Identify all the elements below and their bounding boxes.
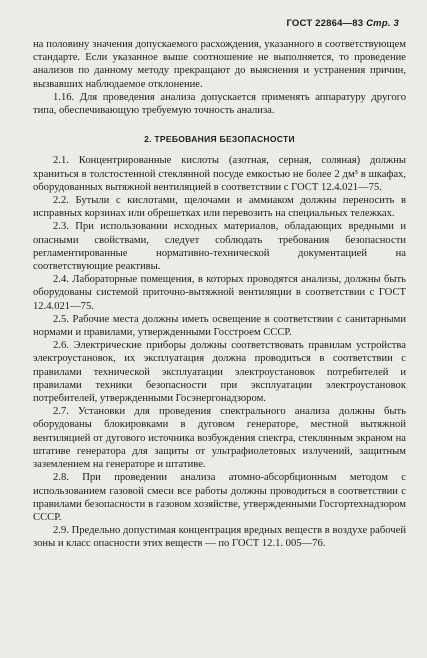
paragraph-2-6: 2.6. Электрические приборы должны соответствовать правилам устройства электроустановок, их эксплуатация должна проводиться в соответствии с правилами технической эксплуатации электроустановок потребителей и правилами техники безопасности при эксплуатации электроустановок потребителей, утвержденными Госэнергонадзором.: [33, 340, 406, 405]
page-number: Стр. 3: [366, 18, 399, 29]
standard-number: ГОСТ 22864—83: [286, 18, 364, 29]
paragraph-2-9: 2.9. Предельно допустимая концентрация вредных веществ в воздухе рабочей зоны и класс опасности этих веществ — по ГОСТ 12.1. 005—76.: [33, 525, 406, 550]
paragraph-1-16: 1.16. Для проведения анализа допускается применять аппаратуру другого типа, обеспечивающую требуемую точность анализа.: [33, 91, 406, 117]
page-header: [286, 18, 399, 29]
paragraph-2-8: 2.8. При проведении анализа атомно-абсорбционным методом с использованием газовой смеси все работы должны проводиться в соответствии с правилами безопасности в газовом хозяйстве, утвержденными Госгортехнадзором СССР.: [33, 472, 406, 523]
continuation-paragraph: на половину значения допускаемого расхождения, указанного в соответствующем стандарте. Если указанное выше соотношение не выполняется, то проведение анализов по данному методу прекращают до выяснения и устранения причин, вызвавших наблюдаемое отклонение.: [33, 39, 406, 90]
paragraph-2-7: 2.7. Установки для проведения спектрального анализа должны быть оборудованы блокировками в дуговом генераторе, местной вытяжной вентиляцией от дугового источника возбуждения спектра, стеклянным экраном на штативе генератора для защиты от ультрафиолетовых излучений, защитным заземлением на генераторе и штативе.: [33, 406, 406, 471]
paragraph-2-2: 2.2. Бутыли с кислотами, щелочами и аммиаком должны переносить в исправных корзинах или обрешетках или перевозить на специальных тележках.: [33, 195, 406, 220]
body-text: [33, 38, 406, 551]
section-title: 2. ТРЕБОВАНИЯ БЕЗОПАСНОСТИ: [144, 134, 295, 145]
paragraph-2-4: 2.4. Лабораторные помещения, в которых проводятся анализы, должны быть оборудованы системой приточно-вытяжной вентиляции в соответствии с ГОСТ 12.4.021—75.: [33, 274, 406, 312]
paragraph-2-3: 2.3. При использовании исходных материалов, обладающих вредными и опасными свойствами, следует соблюдать требования безопасности регламентированные нормативно-технической документацией на соответствующие реактивы.: [33, 221, 406, 273]
paragraph-2-1: 2.1. Концентрированные кислоты (азотная, серная, соляная) должны храниться в толстостенной стеклянной посуде емкостью не более 2 дм³ в шкафах, оборудованных вытяжной вентиляцией в соответствии с ГОСТ 12.4.021—75.: [33, 155, 406, 193]
paragraph-2-5: 2.5. Рабочие места должны иметь освещение в соответствии с санитарными нормами и правилами, утвержденными Госстроем СССР.: [33, 313, 406, 339]
